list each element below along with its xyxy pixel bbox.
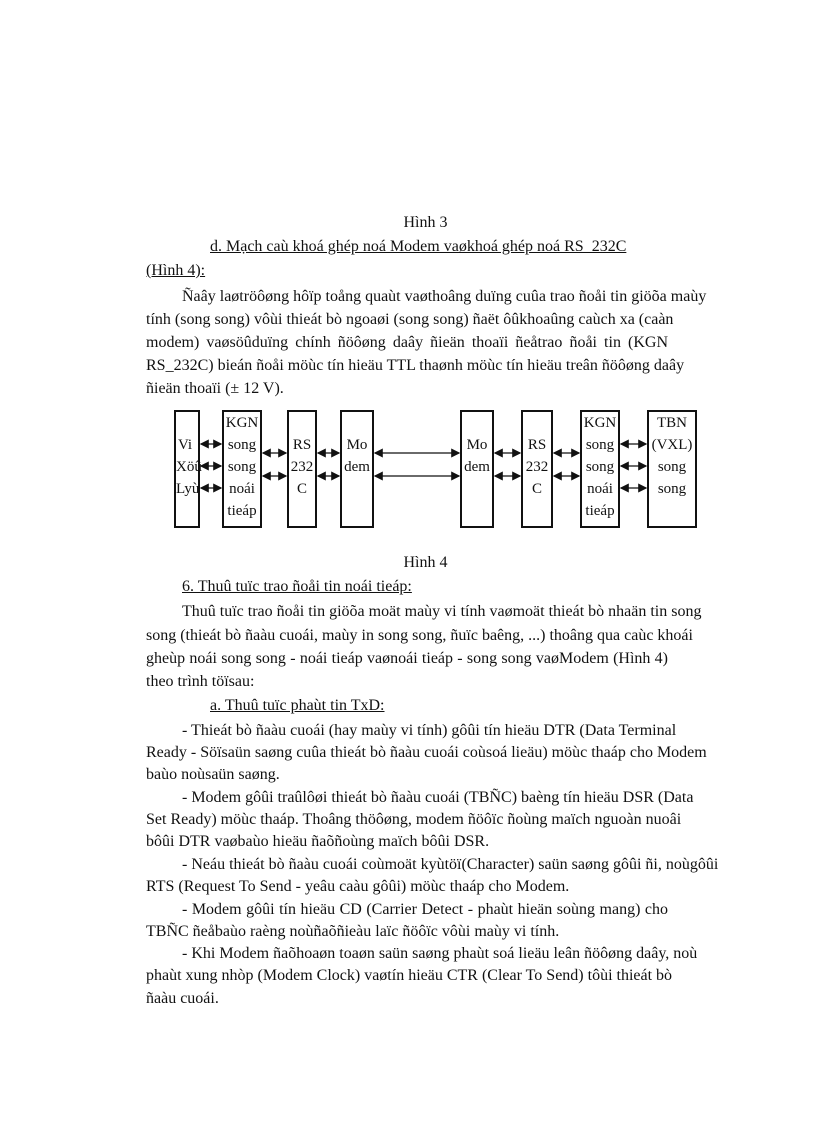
section-a-paragraph-line: Ready - Söïsaün saøng cuûa thieát bò ñaàu cuoái coùsoá lieäu) möùc thaáp cho Modem bbox=[146, 744, 707, 761]
rs232-right-label: RS bbox=[527, 437, 547, 453]
kgn-right-label: tieáp bbox=[585, 503, 615, 519]
modem-right-label: Mo bbox=[466, 437, 488, 453]
section-a-paragraph-line: ñaàu cuoái. bbox=[146, 990, 219, 1007]
section-d-paragraph-line: modem) vaøsöûduïng chính ñöôøng daây ñieän thoaïi ñeåtrao ñoåi tin (KGN bbox=[146, 334, 668, 351]
kgn-right-label: KGN bbox=[583, 415, 617, 431]
section-6-paragraph-line: theo trình töïsau: bbox=[146, 673, 255, 690]
section-6-paragraph-line: Thuû tuïc trao ñoåi tin giöõa moät maùy vi tính vaømoät thieát bò nhaän tin song bbox=[182, 603, 702, 620]
kgn-right-label: song bbox=[585, 459, 615, 475]
section-a-paragraph-line: RTS (Request To Send - yeâu caàu gôûi) möùc thaáp cho Modem. bbox=[146, 878, 570, 895]
rs232-right-label: 232 bbox=[525, 459, 549, 475]
section-6-paragraph-line: song (thieát bò ñaàu cuoái, maùy in song song, ñuïc baêng, ...) thoâng qua caùc khoái bbox=[146, 627, 693, 644]
section-a-paragraph-line: - Neáu thieát bò ñaàu cuoái coùmoät kyùtöï(Character) saün saøng gôûi ñi, noùgôûi bbox=[182, 856, 719, 873]
section-a-paragraph-line: bôûi DTR vaøbaùo hieäu ñaõñoùng maïch bôûi DSR. bbox=[146, 833, 490, 850]
section-a-paragraph-line: TBÑC ñeåbaùo raèng noùñaõñieàu laïc ñöôïc vôùi maùy vi tính. bbox=[146, 923, 560, 940]
rs232-left-label: RS bbox=[292, 437, 312, 453]
rs232-right-label: C bbox=[531, 481, 542, 497]
kgn-left-label: song bbox=[227, 437, 257, 453]
tbn-label: (VXL) bbox=[651, 437, 693, 453]
kgn-right-label: song bbox=[585, 437, 615, 453]
modem-left-label: Mo bbox=[346, 437, 368, 453]
section-a-paragraph-line: - Thieát bò ñaàu cuoái (hay maùy vi tính) gôûi tín hieäu DTR (Data Terminal bbox=[182, 722, 677, 739]
modem-right-label: dem bbox=[464, 459, 490, 475]
section-d-paragraph-line: Ñaây laøtröôøng hôïp toång quaùt vaøthoâng duïng cuûa trao ñoåi tin giöõa maùy bbox=[182, 288, 707, 305]
section-a-paragraph-line: - Modem gôûi traûlôøi thieát bò ñaàu cuoái (TBÑC) baèng tín hieäu DSR (Data bbox=[182, 789, 694, 806]
cpu-label: Vi bbox=[178, 437, 193, 453]
section-a-paragraph-line: - Modem gôûi tín hieäu CD (Carrier Detect - phaùt hieän soùng mang) cho bbox=[182, 901, 668, 918]
section-a-paragraph-line: - Khi Modem ñaõhoaøn toaøn saün saøng phaùt soá lieäu leân ñöôøng daây, noù bbox=[182, 945, 698, 962]
section-6-paragraph-line: gheùp noái song song - noái tieáp vaønoái tieáp - song song vaøModem (Hình 4) bbox=[146, 650, 668, 667]
section-d-heading: d. Mạch caù khoá ghép noá Modem vaøkhoá ghép noá RS_232C bbox=[210, 238, 627, 255]
section-d-paragraph-line: RS_232C) bieán ñoåi möùc tín hieäu TTL thaønh möùc tín hieäu treân ñöôøng daây bbox=[146, 357, 685, 374]
kgn-left-label: KGN bbox=[225, 415, 259, 431]
cpu-label: Xöû bbox=[176, 459, 202, 475]
kgn-left-label: song bbox=[227, 459, 257, 475]
cpu-label: Lyù bbox=[176, 481, 200, 497]
section-a-heading: a. Thuû tuïc phaùt tin TxD: bbox=[210, 697, 385, 714]
section-d-heading-cont: (Hình 4): bbox=[146, 262, 206, 279]
section-d-paragraph-line: tính (song song) vôùi thieát bò ngoaøi (song song) ñaët ôûkhoaûng caùch xa (caàn bbox=[146, 311, 674, 328]
modem-left-label: dem bbox=[344, 459, 370, 475]
tbn-label: song bbox=[657, 481, 687, 497]
section-a-paragraph-line: Set Ready) möùc thaáp. Thoâng thöôøng, modem ñöôïc ñoùng maïch nguoàn nuoâi bbox=[146, 811, 682, 828]
figure-4-caption: Hình 4 bbox=[403, 554, 448, 571]
kgn-left-label: tieáp bbox=[227, 503, 257, 519]
section-d-paragraph-line: ñieän thoaïi (± 12 V). bbox=[146, 380, 284, 397]
tbn-label: TBN bbox=[657, 415, 687, 431]
kgn-right-label: noái bbox=[587, 481, 613, 497]
section-a-paragraph-line: baùo noùsaün saøng. bbox=[146, 766, 280, 783]
section-6-heading: 6. Thuû tuïc trao ñoåi tin noái tieáp: bbox=[182, 578, 412, 595]
section-a-paragraph-line: phaùt xung nhòp (Modem Clock) vaøtín hieäu CTR (Clear To Send) tôùi thieát bò bbox=[146, 967, 673, 984]
rs232-left-label: 232 bbox=[290, 459, 314, 475]
figure-3-caption: Hình 3 bbox=[403, 214, 448, 231]
kgn-left-label: noái bbox=[229, 481, 255, 497]
rs232-left-label: C bbox=[296, 481, 307, 497]
tbn-label: song bbox=[657, 459, 687, 475]
